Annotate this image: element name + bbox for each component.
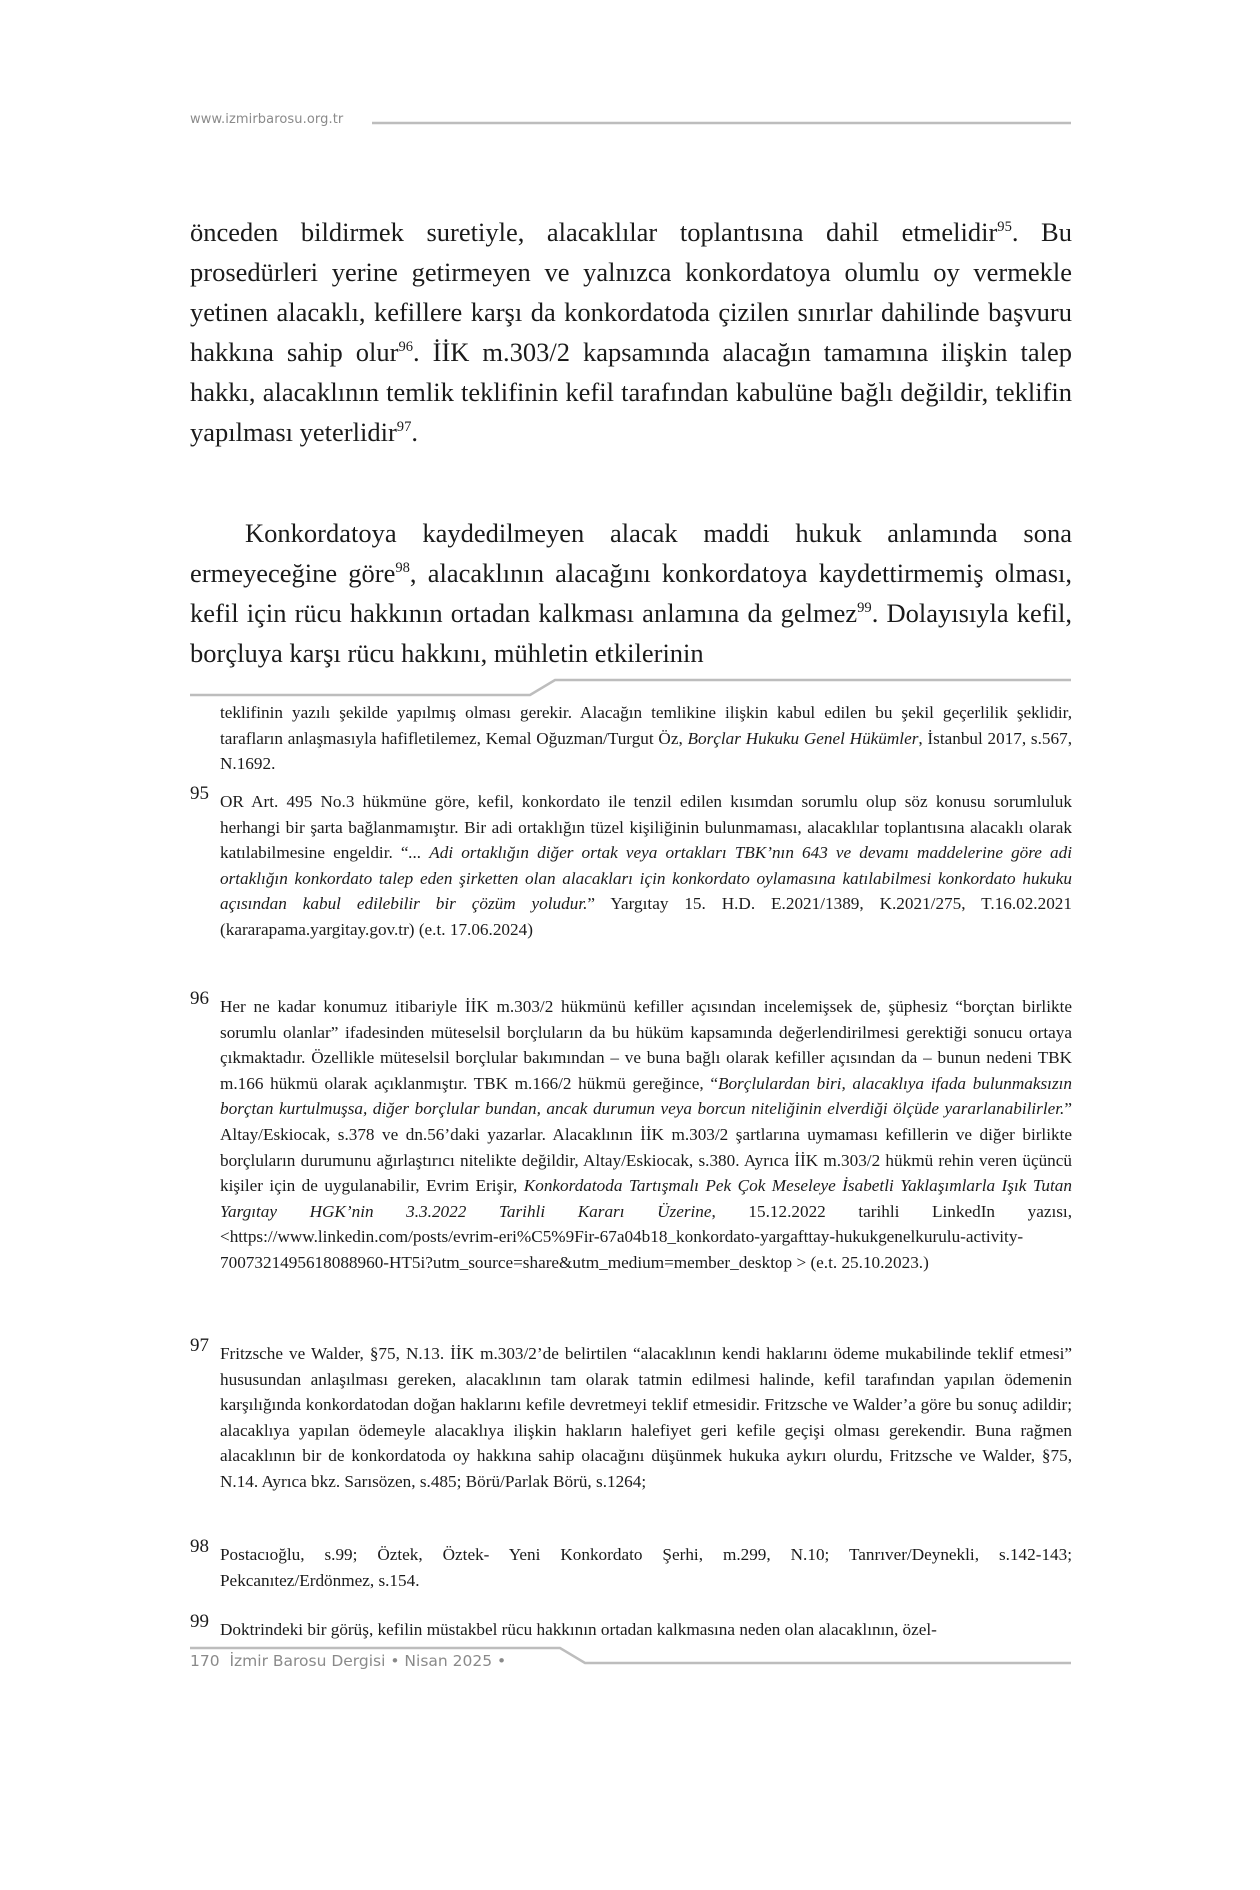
quote: ... Adi ortaklığın diğer ortak veya ortakları TBK’nın 643 ve devamı maddelerine göre adi ortaklığın konkordato talep eden şirketten olan alacakları için konkordato oylamasına katılabilmesi konkordato hukuku açısından kabul edilebilir bir çözüm yoludur.: [220, 843, 1073, 914]
article-title: Konkordatoda Tartışmalı Pek Çok Meseleye İsabetli Yaklaşımlarla Işık Tutan Yargıtay HGK’nin 3.3.2022 Tarihli Kararı Üzerine: [220, 1176, 1072, 1221]
footnote-number: 96: [190, 988, 209, 1009]
text: .: [411, 417, 418, 447]
text: Her ne kadar konumuz itibariyle İİK m.303/2 hükmünü kefiller açısından incelemişsek de, şüphesiz “borçtan birlikte sorumlu olanlar” ifadesinden müteselsil borçluların da bu hüküm kapsamında değerlendirilmesi gerektiği sonucu ortaya çıkmaktadır. Özellikle müteselsil borçlular bakımından – ve buna bağlı olarak kefiller açısından da – bunun nedeni TBK m.166 hükmü olarak açıklanmıştır. TBK m.166/2 hükmü gereğince, “: [220, 997, 1072, 1093]
quote: Borçlulardan biri, alacaklıya ifada bulunmaksızın borçtan kurtulmuşsa, diğer borçlular bundan, ancak durumun veya borcun niteliğinin elverdiği ölçüde yararlanabilirler.: [220, 1073, 1073, 1119]
footnote-ref-97[interactable]: 97: [396, 419, 412, 436]
body-paragraph-2: [190, 513, 1072, 673]
footnote-96: [190, 988, 1073, 1276]
text: . Bu prosedürleri yerine getirmeyen ve yalnızca konkordatoya olumlu oy vermekle yetinen alacaklı, kefillere karşı da konkordatoda çizilen sınırlar dahilinde başvuru hakkına sahip olur: [190, 217, 1072, 367]
footnote-99: [190, 1611, 1072, 1643]
page-number: 170: [190, 1652, 220, 1670]
text: . İİK m.303/2 kapsamında alacağın tamamına ilişkin talep hakkı, alacaklının temlik teklifinin kefil tarafından kabulüne bağlı değildir, teklifin yapılması yeterlidir: [190, 337, 1073, 447]
footnote-ref-98[interactable]: 98: [395, 560, 410, 577]
footnote-number: 97: [190, 1335, 209, 1356]
body-paragraph-1: [190, 212, 1072, 452]
text: Konkordatoya kaydedilmeyen alacak maddi hukuk anlamında sona ermeyeceğine göre: [190, 518, 1072, 588]
text: Postacıoğlu, s.99; Öztek, Öztek- Yeni Konkordato Şerhi, m.299, N.10; Tanrıver/Deynekli, s.142-143; Pekcanıtez/Erdönmez, s.154.: [220, 1545, 1072, 1590]
footnote-98: [190, 1536, 1072, 1593]
footnote-number: 99: [190, 1611, 209, 1632]
header-website-url: www.izmirbarosu.org.tr: [190, 112, 344, 127]
text: Fritzsche ve Walder, §75, N.13. İİK m.303/2’de belirtilen “alacaklının kendi haklarını ödeme mukabilinde teklif etmesi” hususundan anlaşılması gereken, alacaklının tam olarak tatmin edilmesi halinde, kefil tarafından yapılan ödemenin karşılığında konkordatodan doğan haklarını kefile devretmeyi teklif etmesidir. Fritzsche ve Walder’a göre bu sonuç adildir; alacaklıya yapılan ödemeyle alacaklıya ilişkin hakların halefiyet geri kefile geçişi olması gerekendir. Buna rağmen alacaklının bir de konkordatoda oy hakkına sahip olacağını düşünmek hukuka aykırı olurdu, Fritzsche ve Walder, §75, N.14. Ayrıca bkz. Sarısözen, s.485; Börü/Parlak Börü, s.1264;: [220, 1344, 1072, 1491]
footnote-continued: [220, 700, 1072, 777]
footnote-ref-99[interactable]: 99: [857, 600, 872, 617]
footnote-separator-rule: [190, 680, 1071, 695]
text: ” Yargıtay 15. H.D. E.2021/1389, K.2021/275, T.16.02.2021 (kararарama.yargitay.gov.tr) (e.t. 17.06.2024): [220, 894, 1072, 939]
footnote-ref-96[interactable]: 96: [398, 339, 414, 356]
text: teklifinin yazılı şekilde yapılmış olması gerekir. Alacağın temlikine ilişkin kabul edilen bu şekil geçerlilik şeklidir, tarafların anlaşmasıyla hafifletilemez, Kemal Oğuzman/Turgut Öz,: [220, 703, 1072, 748]
journal-info: İzmir Barosu Dergisi • Nisan 2025 •: [229, 1652, 507, 1670]
text: , alacaklının alacağını konkordatoya kaydettirmemiş olması, kefil için rücu hakkının ortadan kalkması anlamına da gelmez: [190, 558, 1072, 628]
text: OR Art. 495 No.3 hükmüne göre, kefil, konkordato ile tenzil edilen kısımdan sorumlu olup söz konusu sorumluluk herhangi bir şarta bağlanmamıştır. Bir adi ortaklığın tüzel kişiliğinin bulunmaması, alacaklılar toplantısına alacaklı olarak katılabilmesine engeldir. “: [220, 792, 1072, 863]
footnote-number: 95: [190, 783, 209, 804]
text-with-link[interactable]: , 15.12.2022 tarihli LinkedIn yazısı, <https://www.linkedin.com/posts/evrim-eri%C5%9Fir-67a04b18_konkordato-yargafttay-hukukgenelkurulu-activity-7007321495618088960-HT5i?utm_source=share&utm_medium=member_desktop > (e.t. 25.10.2023.): [220, 1201, 1073, 1272]
footnote-97: [190, 1335, 1072, 1495]
book-title: Borçlar Hukuku Genel Hükümler: [687, 728, 919, 748]
text: , İstanbul 2017, s.567, N.1692.: [220, 728, 1072, 773]
page-footer: [190, 1652, 506, 1670]
footnote-95: [190, 783, 1073, 943]
text: ” Altay/Eskiocak, s.378 ve dn.56’daki yazarlar. Alacaklının İİK m.303/2 şartlarına uymaması kefillerin ve diğer birlikte borçluların durumunu ağırlaştırıcı nitelikte değildir, Altay/Eskiocak, s.380. Ayrıca İİK m.303/2 hükmü rehin veren üçüncü kişiler için de uygulanabilir, Evrim Erişir,: [220, 1099, 1072, 1196]
text: . Dolayısıyla kefil, borçluya karşı rücu hakkını, mühletin etkilerinin: [190, 598, 1072, 668]
text: önceden bildirmek suretiyle, alacaklılar toplantısına dahil etmelidir: [190, 217, 998, 247]
footnote-number: 98: [190, 1536, 209, 1557]
text: Doktrindeki bir görüş, kefilin müstakbel rücu hakkının ortadan kalkmasına neden olan alacaklının, özel-: [220, 1620, 937, 1639]
footnote-ref-95[interactable]: 95: [997, 219, 1012, 236]
